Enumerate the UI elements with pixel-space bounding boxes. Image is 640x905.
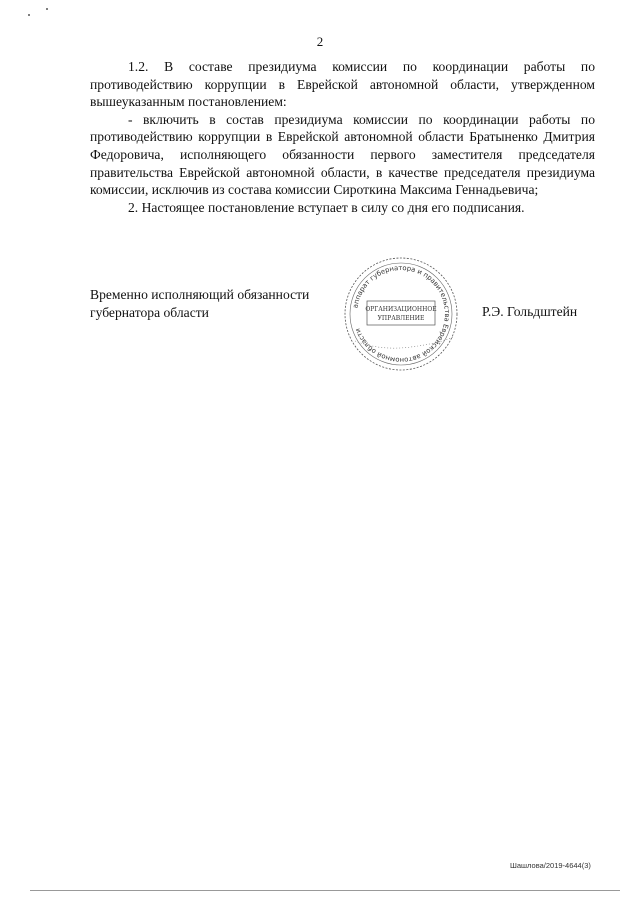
stamp-ring-text: аппарат губернатора и правительства Еврейской автономной области — [351, 263, 452, 365]
signer-title — [90, 286, 309, 321]
svg-text:аппарат губернатора и правител — [351, 264, 451, 364]
stamp-center-line-1: ОРГАНИЗАЦИОННОЕ — [365, 306, 437, 313]
signer-title-line-2: губернатора области — [90, 304, 209, 320]
paragraph-1-2: 1.2. В составе президиума комиссии по координации работы по противодействию коррупции в Еврейской автономной области, утвержденном вышеуказанным постановлением: — [90, 59, 595, 110]
paragraph-2: 2. Настоящее постановление вступает в силу со дня его подписания. — [128, 199, 525, 215]
official-stamp — [341, 255, 461, 373]
page-number: 2 — [316, 34, 324, 49]
page-bottom-edge — [30, 890, 620, 891]
paragraph-include-member: - включить в состав президиума комиссии по координации работы по противодействию коррупции в Еврейской автономной области Братыненко Дмитрия Федоровича, исполняющего обязанности первого заместителя председателя правительства Еврейской автономной области, в качестве председателя президиума комиссии, исключив из состава комиссии Сироткина Максима Геннадьевича; — [90, 111, 595, 198]
document-body — [90, 58, 595, 216]
scan-speck — [28, 14, 30, 16]
stamp-center-line-2: УПРАВЛЕНИЕ — [377, 315, 425, 322]
signer-title-line-1: Временно исполняющий обязанности — [90, 287, 310, 302]
signer-name: Р.Э. Гольдштейн — [482, 304, 578, 319]
footer-reference: Шашлова/2019-4644(3) — [510, 861, 591, 870]
scan-speck — [46, 8, 48, 10]
